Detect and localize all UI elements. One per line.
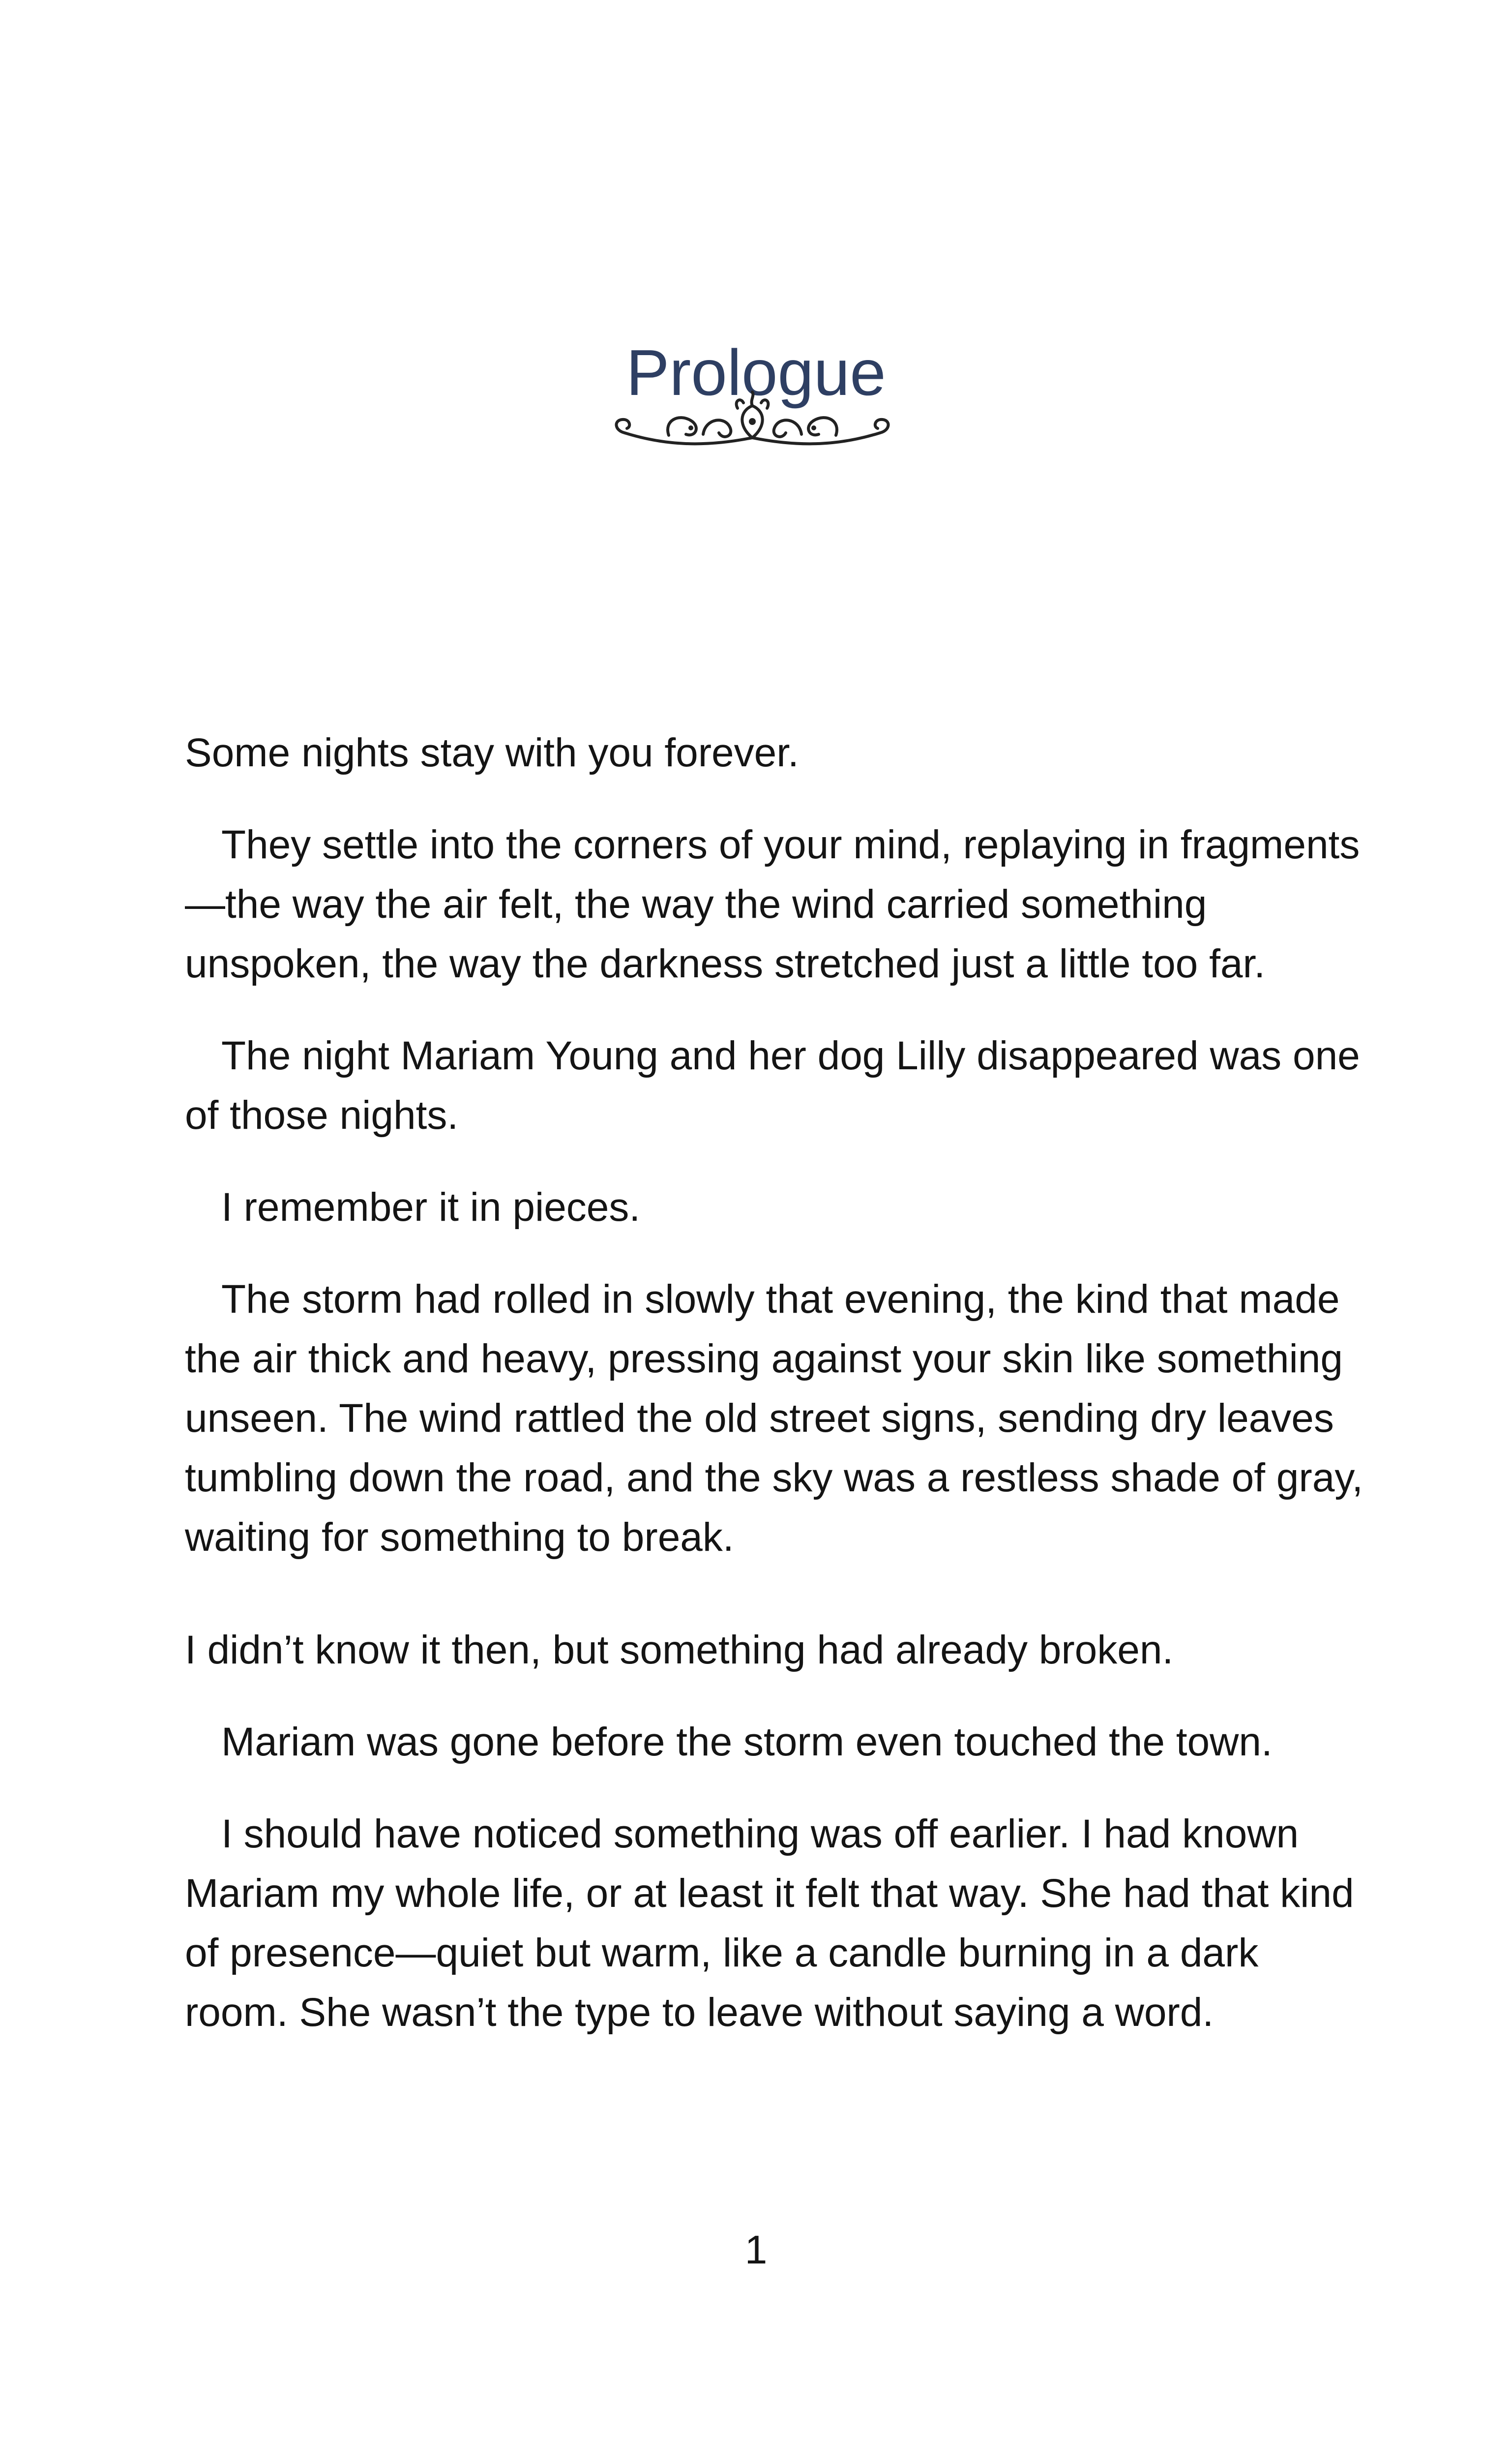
- prologue-text: [185, 723, 1365, 2075]
- paragraph: Some nights stay with you forever.: [185, 730, 799, 775]
- chapter-title: Prologue: [626, 336, 886, 409]
- paragraph: The night Mariam Young and her dog Lilly disappeared was one of those nights.: [185, 1033, 1360, 1138]
- page-number: 1: [744, 2228, 768, 2272]
- paragraph: They settle into the corners of your mind, replaying in fragments—the way the air felt, the way the wind carried something unspoken, the way the darkness stretched just a little too far.: [185, 822, 1360, 986]
- paragraph: I didn’t know it then, but something had already broken.: [185, 1628, 1174, 1672]
- scroll-flourish-ornament-icon: [605, 386, 900, 465]
- paragraph: Mariam was gone before the storm even touched the town.: [221, 1719, 1273, 1764]
- paragraph: The storm had rolled in slowly that evening, the kind that made the air thick and heavy, pressing against your skin like something unseen. The wind rattled the old street signs, sending dry leaves tumbling down the road, and the sky was a restless shade of gray, waiting for something to break.: [185, 1277, 1364, 1560]
- paragraph: I should have noticed something was off earlier. I had known Mariam my whole life, or at least it felt that way. She had that kind of presence—quiet but warm, like a candle burning in a dark room. She wasn’t the type to leave without saying a word.: [185, 1811, 1354, 2035]
- paragraph: I remember it in pieces.: [221, 1185, 641, 1230]
